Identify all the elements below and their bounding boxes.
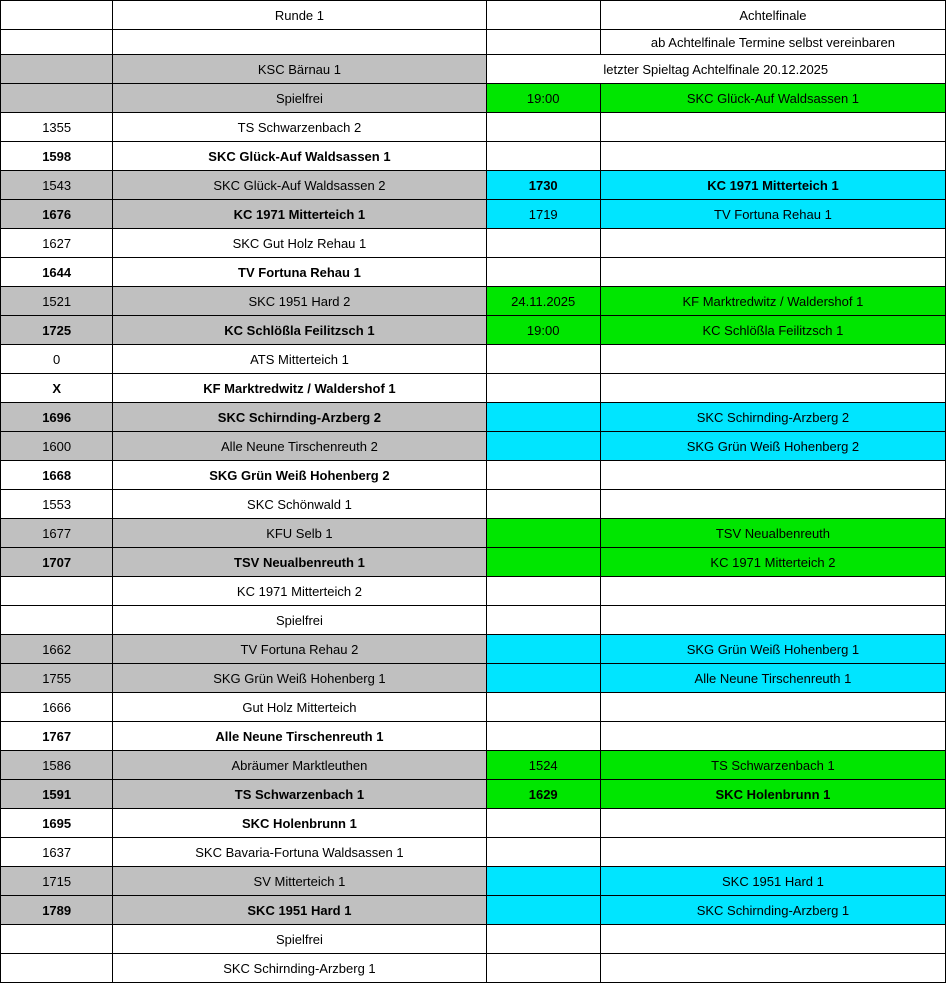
bracket-row: [1, 84, 946, 113]
round1-score: 1543: [1, 171, 113, 200]
round1-team: KF Marktredwitz / Waldershof 1: [113, 374, 486, 403]
bracket-row: [1, 577, 946, 606]
achtelfinale-time-empty: [486, 461, 600, 490]
bracket-row: [1, 490, 946, 519]
achtelfinale-team: KC Schlößla Feilitzsch 1: [600, 316, 945, 345]
round1-score: 1521: [1, 287, 113, 316]
bracket-row: [1, 200, 946, 229]
header-blank-left: [1, 1, 113, 30]
achtelfinale-time: [486, 432, 600, 461]
achtelfinale-time-empty: [486, 229, 600, 258]
achtelfinale-time-empty: [486, 374, 600, 403]
achtelfinale-team-empty: [600, 345, 945, 374]
achtelfinale-time-empty: [486, 925, 600, 954]
note-line-2: letzter Spieltag Achtelfinale 20.12.2025: [486, 55, 945, 84]
round1-team: ATS Mitterteich 1: [113, 345, 486, 374]
round1-team: KC 1971 Mitterteich 1: [113, 200, 486, 229]
achtelfinale-team: TSV Neualbenreuth: [600, 519, 945, 548]
round1-team: SKC Gut Holz Rehau 1: [113, 229, 486, 258]
achtelfinale-team-empty: [600, 258, 945, 287]
bracket-row: [1, 925, 946, 954]
round1-score: [1, 84, 113, 113]
achtelfinale-team-empty: [600, 577, 945, 606]
achtelfinale-team: KF Marktredwitz / Waldershof 1: [600, 287, 945, 316]
achtelfinale-time: 1629: [486, 780, 600, 809]
round1-team: SKC 1951 Hard 2: [113, 287, 486, 316]
note-blank-3: [486, 30, 600, 55]
round1-score: 1355: [1, 113, 113, 142]
header-achtelfinale: Achtelfinale: [600, 1, 945, 30]
achtelfinale-time-empty: [486, 838, 600, 867]
achtelfinale-team-empty: [600, 461, 945, 490]
achtelfinale-team-empty: [600, 809, 945, 838]
round1-score: X: [1, 374, 113, 403]
round1-score: [1, 55, 113, 84]
round1-score: 1676: [1, 200, 113, 229]
note-blank-2: [113, 30, 486, 55]
achtelfinale-team-empty: [600, 113, 945, 142]
bracket-row: [1, 287, 946, 316]
round1-score: 1586: [1, 751, 113, 780]
achtelfinale-team: SKC 1951 Hard 1: [600, 867, 945, 896]
achtelfinale-team: KC 1971 Mitterteich 2: [600, 548, 945, 577]
achtelfinale-team-empty: [600, 925, 945, 954]
achtelfinale-team-empty: [600, 229, 945, 258]
bracket-row: [1, 751, 946, 780]
achtelfinale-time-empty: [486, 577, 600, 606]
round1-score: 1695: [1, 809, 113, 838]
bracket-row: [1, 461, 946, 490]
round1-score: 1627: [1, 229, 113, 258]
achtelfinale-time: 1730: [486, 171, 600, 200]
bracket-row: [1, 635, 946, 664]
achtelfinale-time: 1524: [486, 751, 600, 780]
bracket-row: [1, 229, 946, 258]
round1-team: Spielfrei: [113, 84, 486, 113]
round1-team: Alle Neune Tirschenreuth 1: [113, 722, 486, 751]
achtelfinale-time-empty: [486, 142, 600, 171]
note-line-1: ab Achtelfinale Termine selbst vereinbaren: [600, 30, 945, 55]
bracket-row: [1, 519, 946, 548]
round1-score: 1789: [1, 896, 113, 925]
round1-team: Abräumer Marktleuthen: [113, 751, 486, 780]
achtelfinale-team-empty: [600, 838, 945, 867]
round1-score: 1715: [1, 867, 113, 896]
bracket-row: [1, 867, 946, 896]
bracket-row: [1, 403, 946, 432]
round1-team: Alle Neune Tirschenreuth 2: [113, 432, 486, 461]
achtelfinale-team: SKC Schirnding-Arzberg 2: [600, 403, 945, 432]
achtelfinale-time: [486, 867, 600, 896]
bracket-row: [1, 664, 946, 693]
round1-score: [1, 925, 113, 954]
round1-score: 1767: [1, 722, 113, 751]
achtelfinale-time: [486, 548, 600, 577]
bracket-row: [1, 171, 946, 200]
achtelfinale-team-empty: [600, 693, 945, 722]
bracket-row: [1, 722, 946, 751]
bracket-row: [1, 606, 946, 635]
achtelfinale-time-empty: [486, 809, 600, 838]
achtelfinale-team-empty: [600, 490, 945, 519]
round1-score: 1591: [1, 780, 113, 809]
achtelfinale-team-empty: [600, 374, 945, 403]
round1-score: 1696: [1, 403, 113, 432]
achtelfinale-team-empty: [600, 606, 945, 635]
round1-team: TS Schwarzenbach 2: [113, 113, 486, 142]
round1-team: KC Schlößla Feilitzsch 1: [113, 316, 486, 345]
round1-score: 1677: [1, 519, 113, 548]
round1-team: SKG Grün Weiß Hohenberg 1: [113, 664, 486, 693]
round1-score: 1755: [1, 664, 113, 693]
bracket-row: [1, 113, 946, 142]
header-row: [1, 1, 946, 30]
achtelfinale-time-empty: [486, 113, 600, 142]
achtelfinale-team-empty: [600, 722, 945, 751]
round1-team: SKC Holenbrunn 1: [113, 809, 486, 838]
bracket-row: [1, 345, 946, 374]
bracket-row: [1, 896, 946, 925]
round1-team: TSV Neualbenreuth 1: [113, 548, 486, 577]
round1-score: 1725: [1, 316, 113, 345]
achtelfinale-time: 1719: [486, 200, 600, 229]
achtelfinale-time-empty: [486, 693, 600, 722]
round1-team: TV Fortuna Rehau 2: [113, 635, 486, 664]
round1-score: 0: [1, 345, 113, 374]
achtelfinale-team: KC 1971 Mitterteich 1: [600, 171, 945, 200]
achtelfinale-team: SKC Holenbrunn 1: [600, 780, 945, 809]
achtelfinale-team: SKG Grün Weiß Hohenberg 2: [600, 432, 945, 461]
round1-team: KC 1971 Mitterteich 2: [113, 577, 486, 606]
achtelfinale-team: Alle Neune Tirschenreuth 1: [600, 664, 945, 693]
round1-team: SKC Schönwald 1: [113, 490, 486, 519]
round1-team: SKG Grün Weiß Hohenberg 2: [113, 461, 486, 490]
bracket-row: [1, 374, 946, 403]
header-round1: Runde 1: [113, 1, 486, 30]
header-blank-mid: [486, 1, 600, 30]
round1-score: 1668: [1, 461, 113, 490]
achtelfinale-team: TS Schwarzenbach 1: [600, 751, 945, 780]
round1-team: SKC Bavaria-Fortuna Waldsassen 1: [113, 838, 486, 867]
bracket-row: [1, 432, 946, 461]
bracket-row: [1, 548, 946, 577]
round1-score: 1644: [1, 258, 113, 287]
achtelfinale-time-empty: [486, 258, 600, 287]
round1-team: Gut Holz Mitterteich: [113, 693, 486, 722]
round1-score: 1666: [1, 693, 113, 722]
note-row-1: [1, 30, 946, 55]
round1-team: TS Schwarzenbach 1: [113, 780, 486, 809]
bracket-row: [1, 809, 946, 838]
achtelfinale-team: SKC Glück-Auf Waldsassen 1: [600, 84, 945, 113]
round1-team: TV Fortuna Rehau 1: [113, 258, 486, 287]
achtelfinale-time-empty: [486, 606, 600, 635]
achtelfinale-time: [486, 896, 600, 925]
achtelfinale-time: [486, 403, 600, 432]
achtelfinale-time-empty: [486, 490, 600, 519]
achtelfinale-time-empty: [486, 722, 600, 751]
achtelfinale-time: 19:00: [486, 316, 600, 345]
achtelfinale-time: 19:00: [486, 84, 600, 113]
achtelfinale-time-empty: [486, 345, 600, 374]
achtelfinale-team: SKC Schirnding-Arzberg 1: [600, 896, 945, 925]
round1-team: Spielfrei: [113, 925, 486, 954]
round1-team: SKC Schirnding-Arzberg 2: [113, 403, 486, 432]
achtelfinale-team-empty: [600, 142, 945, 171]
round1-team: SV Mitterteich 1: [113, 867, 486, 896]
bracket-row: [1, 258, 946, 287]
round1-team: SKC 1951 Hard 1: [113, 896, 486, 925]
round1-score: [1, 577, 113, 606]
achtelfinale-team: SKG Grün Weiß Hohenberg 1: [600, 635, 945, 664]
round1-team: KFU Selb 1: [113, 519, 486, 548]
achtelfinale-time: [486, 519, 600, 548]
bracket-row: [1, 142, 946, 171]
round1-team: SKC Glück-Auf Waldsassen 2: [113, 171, 486, 200]
round1-score: 1637: [1, 838, 113, 867]
bracket-row: [1, 316, 946, 345]
round1-team: SKC Schirnding-Arzberg 1: [113, 954, 486, 983]
achtelfinale-time: [486, 664, 600, 693]
round1-score: 1600: [1, 432, 113, 461]
round1-score: [1, 606, 113, 635]
round1-team: KSC Bärnau 1: [113, 55, 486, 84]
note-blank-1: [1, 30, 113, 55]
bracket-row: [1, 838, 946, 867]
round1-team: Spielfrei: [113, 606, 486, 635]
round1-score: 1598: [1, 142, 113, 171]
round1-score: 1553: [1, 490, 113, 519]
bracket-row: [1, 780, 946, 809]
round1-score: 1707: [1, 548, 113, 577]
round1-score: 1662: [1, 635, 113, 664]
achtelfinale-time: [486, 635, 600, 664]
achtelfinale-time: 24.11.2025: [486, 287, 600, 316]
achtelfinale-team: TV Fortuna Rehau 1: [600, 200, 945, 229]
round1-team: SKC Glück-Auf Waldsassen 1: [113, 142, 486, 171]
bracket-row: [1, 55, 946, 84]
bracket-row: [1, 693, 946, 722]
